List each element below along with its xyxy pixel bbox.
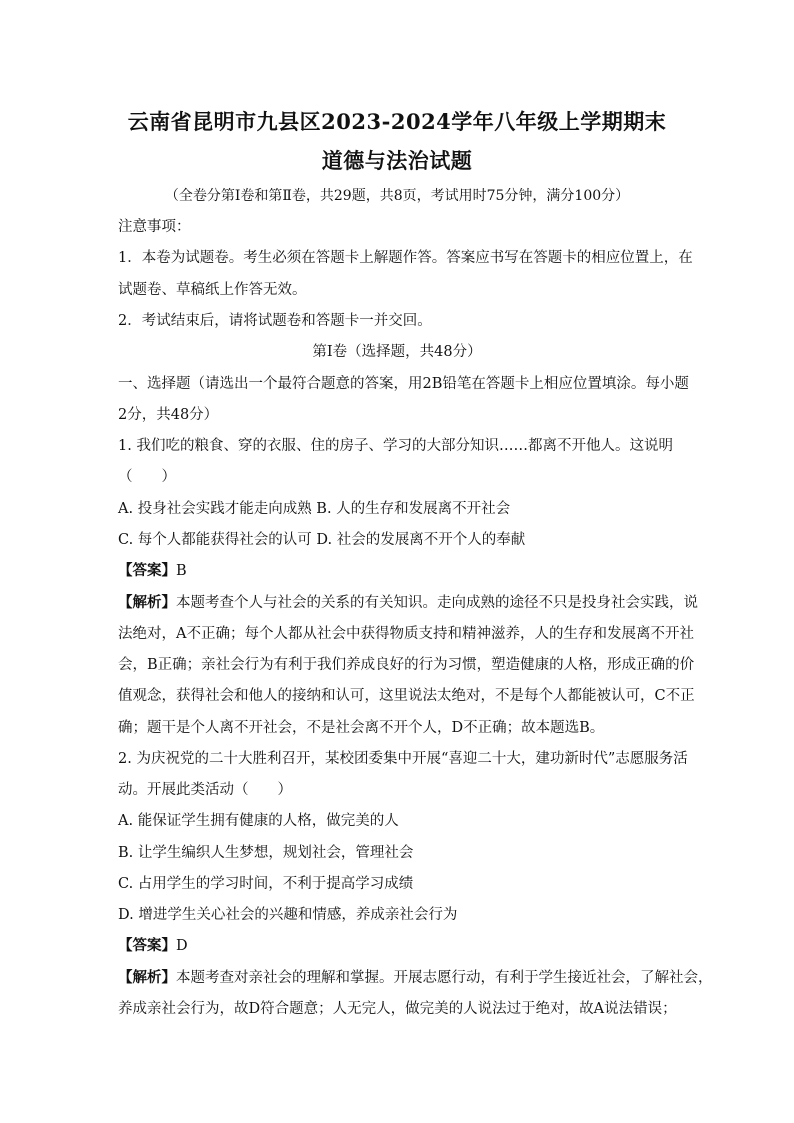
- analysis-text: 本题考查对亲社会的理解和掌握。开展志愿行动，有利于学生接近社会，了解社会，: [176, 970, 713, 986]
- q1-analysis: [118, 593, 698, 613]
- notes-item-1: 1．本卷为试题卷。考生必须在答题卡上解题作答。答案应书写在答题卡的相应位置上，在: [118, 250, 693, 266]
- exam-title-line2: 道德与法治试题: [321, 148, 473, 173]
- q2-answer: [118, 936, 678, 956]
- section-instructions-cont: 2分，共48分）: [118, 407, 219, 423]
- q2-option-d: D. 增进学生关心社会的兴趣和情感，养成亲社会行为: [118, 907, 458, 923]
- notes-item-2: 2．考试结束后，请将试题卷和答题卡一并交回。: [118, 313, 432, 329]
- q2-stem: 2. 为庆祝党的二十大胜利召开，某校团委集中开展“喜迎二十大，建功新时代”志愿服务活: [118, 751, 688, 767]
- q2-analysis-line2: 养成亲社会行为，故D符合题意；人无完人，做完美的人说法过于绝对，故A说法错误；: [118, 1001, 677, 1017]
- analysis-tag: 【解析】: [118, 594, 176, 611]
- q2-option-b: B. 让学生编织人生梦想，规划社会，管理社会: [118, 845, 414, 861]
- q1-stem: 1. 我们吃的粮食、穿的衣服、住的房子、学习的大部分知识……都离不开他人。这说明: [118, 438, 673, 454]
- exam-subtitle: （全卷分第Ⅰ卷和第Ⅱ卷，共29题，共8页，考试用时75分钟，满分100分）: [164, 188, 630, 204]
- answer-value: B: [176, 563, 187, 579]
- q1-options-cd: C. 每个人都能获得社会的认可 D. 社会的发展离不开个人的奉献: [118, 532, 526, 548]
- analysis-tag: 【解析】: [118, 969, 176, 986]
- section-instructions: 一、选择题（请选出一个最符合题意的答案，用2B铅笔在答题卡上相应位置填涂。每小题: [118, 376, 689, 392]
- section-heading: 第Ⅰ卷（选择题，共48分）: [312, 344, 482, 360]
- q1-analysis-line4: 值观念，获得社会和他人的接纳和认可，这里说法太绝对，不是每个人都能被认可，C不正: [118, 688, 695, 704]
- q1-answer: [118, 561, 678, 581]
- answer-tag: 【答案】: [118, 562, 176, 579]
- answer-tag: 【答案】: [118, 937, 176, 954]
- q1-options-ab: A. 投身社会实践才能走向成熟 B. 人的生存和发展离不开社会: [118, 501, 511, 517]
- q1-stem-cont: （ ）: [118, 469, 176, 485]
- q1-analysis-line2: 法绝对，A不正确；每个人都从社会中获得物质支持和精神滋养，人的生存和发展离不开社: [118, 626, 694, 642]
- answer-value: D: [176, 938, 188, 954]
- q2-option-a: A. 能保证学生拥有健康的人格，做完美的人: [118, 813, 399, 829]
- analysis-text: 本题考查个人与社会的关系的有关知识。走向成熟的途径不只是投身社会实践，说: [176, 595, 698, 611]
- notes-item-1-cont: 试题卷、草稿纸上作答无效。: [118, 282, 307, 298]
- q2-analysis: [118, 968, 713, 988]
- q2-stem-cont: 动。开展此类活动（ ）: [118, 782, 292, 798]
- notes-heading: 注意事项：: [118, 219, 191, 235]
- q2-option-c: C. 占用学生的学习时间，不利于提高学习成绩: [118, 876, 414, 892]
- q1-analysis-line5: 确；题干是个人离不开社会，不是社会离不开个人，D不正确；故本题选B。: [118, 720, 605, 736]
- exam-title-line1: 云南省昆明市九县区2023-2024学年八年级上学期期末: [127, 109, 667, 134]
- q1-analysis-line3: 会，B正确；亲社会行为有利于我们养成良好的行为习惯，塑造健康的人格，形成正确的价: [118, 657, 695, 673]
